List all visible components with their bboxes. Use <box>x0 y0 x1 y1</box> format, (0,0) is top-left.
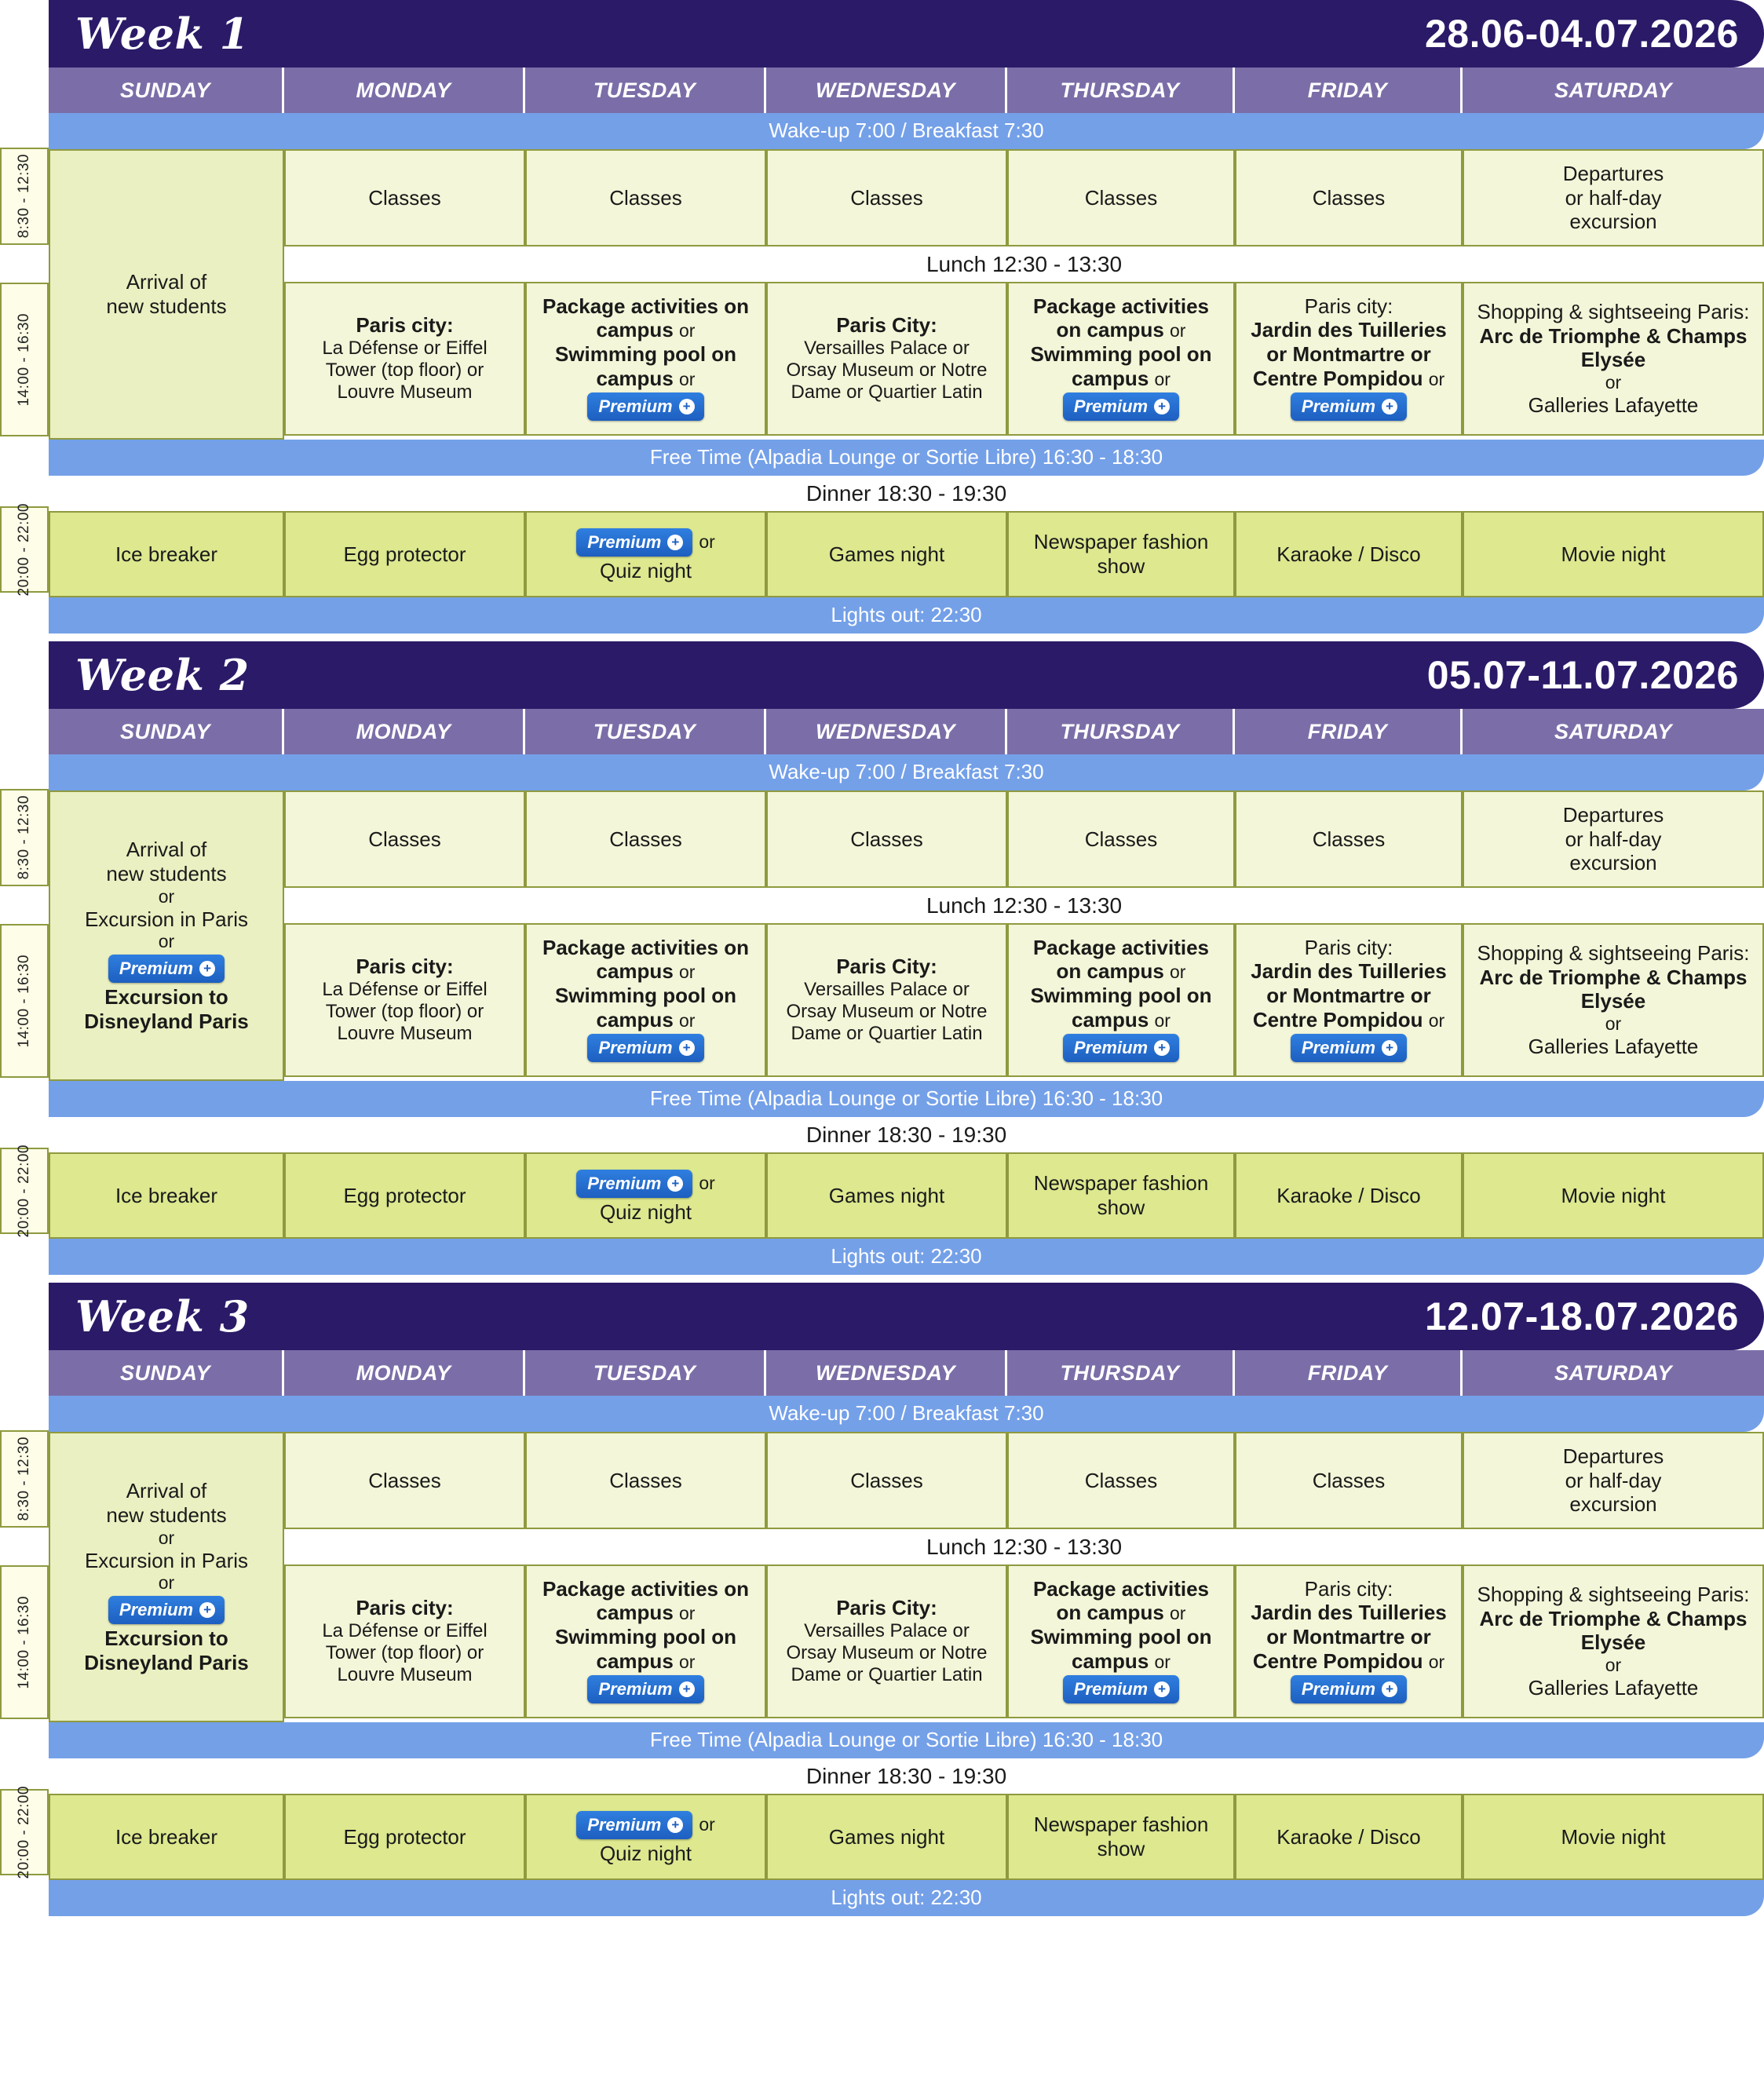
cell-monday-evening: Egg protector <box>284 511 525 597</box>
cell-sunday-arrival <box>49 1432 284 1722</box>
cell-wednesday-evening: Games night <box>766 1794 1007 1880</box>
saturday-afternoon-l3: Galleries Lafayette <box>1528 393 1699 418</box>
rail-morning: 8:30 - 12:30 <box>0 1430 49 1528</box>
cell-wednesday-evening: Games night <box>766 511 1007 597</box>
saturday-afternoon-l1: Shopping & sightseeing Paris: <box>1477 300 1750 324</box>
week-header <box>49 1283 1764 1350</box>
morning-row <box>284 1432 1764 1529</box>
cell-saturday-morning: Departures or half-day excursion <box>1463 790 1764 888</box>
days-header-row <box>49 1350 1764 1396</box>
premium-plus-icon: + <box>679 399 695 414</box>
arrival-excursion-paris: Excursion in Paris <box>84 907 249 931</box>
cell-friday-evening: Karaoke / Disco <box>1235 1152 1463 1239</box>
tuesday-afternoon-opt1: Package activities on campus or <box>542 935 750 984</box>
tuesday-afternoon-opt1: Package activities on campus or <box>542 1576 750 1625</box>
cell-friday-evening: Karaoke / Disco <box>1235 1794 1463 1880</box>
thursday-afternoon-opt1: Package activities on campus or <box>1032 294 1210 342</box>
cell-wednesday-afternoon <box>766 282 1007 436</box>
week-grid <box>49 641 1764 1275</box>
lights-out-banner: Lights out: 22:30 <box>49 597 1764 633</box>
cell-sunday-evening: Ice breaker <box>49 1152 284 1239</box>
cell-friday-afternoon <box>1235 1564 1463 1718</box>
cell-tuesday-evening: Premium + or Quiz night <box>525 1152 766 1239</box>
day-header-sunday: SUNDAY <box>49 709 284 754</box>
friday-afternoon-title: Paris city: <box>1304 294 1393 318</box>
thursday-afternoon-opt2: Swimming pool on campus or <box>1030 984 1212 1031</box>
rail-afternoon: 14:00 - 16:30 <box>0 283 49 436</box>
cell-thursday-morning: Classes <box>1007 149 1235 246</box>
wednesday-afternoon-title: Paris City: <box>836 955 937 979</box>
premium-label: Premium <box>598 1038 673 1058</box>
wakeup-banner: Wake-up 7:00 / Breakfast 7:30 <box>49 754 1764 790</box>
morning-and-afternoon-row <box>49 149 1764 440</box>
day-header-friday: FRIDAY <box>1235 68 1463 113</box>
monday-afternoon-title: Paris city: <box>356 313 454 338</box>
saturday-afternoon-or: or <box>1605 1655 1622 1676</box>
premium-label: Premium <box>1301 1679 1376 1700</box>
dinner-line: Dinner 18:30 - 19:30 <box>49 1758 1764 1794</box>
premium-label: Premium <box>1301 396 1376 417</box>
premium-badge-tuesday-evening[interactable] <box>576 528 692 557</box>
cell-friday-morning: Classes <box>1235 1432 1463 1529</box>
arrival-disneyland: Excursion to Disneyland Paris <box>84 985 249 1034</box>
cell-friday-morning: Classes <box>1235 149 1463 246</box>
rail-afternoon: 14:00 - 16:30 <box>0 924 49 1078</box>
arrival-line1: Arrival of new students <box>106 270 227 318</box>
cell-friday-morning: Classes <box>1235 790 1463 888</box>
morning-row <box>284 149 1764 246</box>
rail-evening: 20:00 - 22:00 <box>0 1789 49 1875</box>
cell-thursday-afternoon <box>1007 1564 1235 1718</box>
day-header-friday: FRIDAY <box>1235 1350 1463 1396</box>
week-title: Week 2 <box>75 650 250 700</box>
rail-evening: 20:00 - 22:00 <box>0 1148 49 1234</box>
morning-and-afternoon-row <box>49 790 1764 1081</box>
time-rail <box>0 1283 49 1879</box>
day-header-monday: MONDAY <box>284 68 525 113</box>
premium-plus-icon: + <box>1382 399 1397 414</box>
monday-afternoon-detail: La Défense or Eiffel Tower (top floor) or Louvre Museum <box>322 1619 488 1686</box>
tuesday-evening-label: Quiz night <box>599 1199 692 1224</box>
cell-monday-evening: Egg protector <box>284 1794 525 1880</box>
cell-thursday-afternoon <box>1007 923 1235 1077</box>
lights-out-banner: Lights out: 22:30 <box>49 1880 1764 1916</box>
premium-plus-icon: + <box>1154 1040 1170 1056</box>
cell-thursday-evening: Newspaper fashion show <box>1007 511 1235 597</box>
cell-wednesday-afternoon <box>766 923 1007 1077</box>
wednesday-afternoon-detail: Versailles Palace or Orsay Museum or Notre Dame or Quartier Latin <box>786 337 988 403</box>
thursday-afternoon-opt1: Package activities on campus or <box>1032 935 1210 984</box>
cell-tuesday-evening: Premium + or Quiz night <box>525 1794 766 1880</box>
cell-wednesday-morning: Classes <box>766 1432 1007 1529</box>
wednesday-afternoon-detail: Versailles Palace or Orsay Museum or Notre Dame or Quartier Latin <box>786 978 988 1045</box>
cell-wednesday-morning: Classes <box>766 149 1007 246</box>
premium-plus-icon: + <box>667 1817 683 1833</box>
thursday-afternoon-opt2: Swimming pool on campus or <box>1030 1625 1212 1673</box>
week-block <box>0 641 1764 1275</box>
time-rail <box>0 641 49 1238</box>
premium-label: Premium <box>598 396 673 417</box>
afternoon-row <box>284 1564 1764 1718</box>
morning-row <box>284 790 1764 888</box>
dinner-line: Dinner 18:30 - 19:30 <box>49 1117 1764 1152</box>
wednesday-afternoon-title: Paris City: <box>836 1596 937 1620</box>
day-header-tuesday: TUESDAY <box>525 1350 766 1396</box>
cell-thursday-evening: Newspaper fashion show <box>1007 1794 1235 1880</box>
premium-badge-tuesday-afternoon[interactable] <box>587 1675 703 1703</box>
week-dates: 28.06-04.07.2026 <box>1424 12 1739 56</box>
week-dates: 05.07-11.07.2026 <box>1426 653 1739 697</box>
day-header-monday: MONDAY <box>284 709 525 754</box>
premium-plus-icon: + <box>1382 1040 1397 1056</box>
cell-monday-afternoon <box>284 923 525 1077</box>
arrival-or2: or <box>158 1572 175 1594</box>
afternoon-row <box>284 282 1764 436</box>
day-header-wednesday: WEDNESDAY <box>766 68 1007 113</box>
cell-wednesday-evening: Games night <box>766 1152 1007 1239</box>
week-title: Week 3 <box>75 1291 250 1342</box>
week-dates: 12.07-18.07.2026 <box>1424 1294 1739 1338</box>
week-grid <box>49 0 1764 633</box>
premium-plus-icon: + <box>199 961 215 977</box>
cell-tuesday-evening: Premium + or Quiz night <box>525 511 766 597</box>
cell-saturday-morning: Departures or half-day excursion <box>1463 149 1764 246</box>
cell-monday-afternoon <box>284 282 525 436</box>
friday-afternoon-detail: Jardin des Tuilleries or Montmartre or Centre Pompidou or <box>1251 1601 1447 1673</box>
tuesday-evening-label: Quiz night <box>599 1841 692 1865</box>
day-header-tuesday: TUESDAY <box>525 68 766 113</box>
cell-monday-morning: Classes <box>284 1432 525 1529</box>
premium-badge-friday-afternoon[interactable] <box>1291 1034 1407 1062</box>
day-header-thursday: THURSDAY <box>1007 1350 1235 1396</box>
cell-thursday-morning: Classes <box>1007 790 1235 888</box>
day-header-wednesday: WEDNESDAY <box>766 1350 1007 1396</box>
cell-saturday-morning: Departures or half-day excursion <box>1463 1432 1764 1529</box>
freetime-banner: Free Time (Alpadia Lounge or Sortie Libre) 16:30 - 18:30 <box>49 1081 1764 1117</box>
premium-badge-sunday[interactable] <box>108 1596 225 1624</box>
friday-afternoon-title: Paris city: <box>1304 935 1393 959</box>
premium-label: Premium <box>119 958 194 979</box>
lights-out-banner: Lights out: 22:30 <box>49 1239 1764 1275</box>
premium-badge-friday-afternoon[interactable] <box>1291 392 1407 421</box>
cell-saturday-evening: Movie night <box>1463 1152 1764 1239</box>
time-rail <box>0 0 49 597</box>
cell-saturday-evening: Movie night <box>1463 511 1764 597</box>
cell-monday-morning: Classes <box>284 790 525 888</box>
cell-wednesday-afternoon <box>766 1564 1007 1718</box>
days-header-row <box>49 709 1764 754</box>
week-block <box>0 0 1764 633</box>
premium-plus-icon: + <box>679 1681 695 1697</box>
arrival-or1: or <box>158 885 175 907</box>
saturday-afternoon-or: or <box>1605 372 1622 393</box>
premium-plus-icon: + <box>1382 1681 1397 1697</box>
cell-tuesday-afternoon <box>525 282 766 436</box>
saturday-afternoon-l2: Arc de Triomphe & Champs Elysée <box>1479 965 1748 1013</box>
week-block <box>0 1283 1764 1916</box>
saturday-afternoon-l1: Shopping & sightseeing Paris: <box>1477 1583 1750 1607</box>
arrival-or1: or <box>158 1527 175 1548</box>
cell-saturday-afternoon <box>1463 1564 1764 1718</box>
rail-morning: 8:30 - 12:30 <box>0 789 49 886</box>
rail-morning: 8:30 - 12:30 <box>0 148 49 245</box>
cell-saturday-afternoon <box>1463 282 1764 436</box>
week-header <box>49 0 1764 68</box>
friday-afternoon-detail: Jardin des Tuilleries or Montmartre or Centre Pompidou or <box>1251 318 1447 390</box>
lunch-line: Lunch 12:30 - 13:30 <box>284 888 1764 923</box>
day-header-monday: MONDAY <box>284 1350 525 1396</box>
premium-label: Premium <box>119 1600 194 1620</box>
cell-tuesday-morning: Classes <box>525 149 766 246</box>
day-header-saturday: SATURDAY <box>1554 1361 1672 1385</box>
day-header-saturday: SATURDAY <box>1554 78 1672 102</box>
cell-monday-afternoon <box>284 1564 525 1718</box>
day-header-sunday: SUNDAY <box>49 1350 284 1396</box>
cell-friday-evening: Karaoke / Disco <box>1235 511 1463 597</box>
freetime-banner: Free Time (Alpadia Lounge or Sortie Libre) 16:30 - 18:30 <box>49 440 1764 476</box>
monday-afternoon-title: Paris city: <box>356 955 454 979</box>
premium-plus-icon: + <box>199 1602 215 1618</box>
cell-tuesday-morning: Classes <box>525 1432 766 1529</box>
lunch-line: Lunch 12:30 - 13:30 <box>284 246 1764 282</box>
evening-row <box>49 1152 1764 1239</box>
premium-label: Premium <box>598 1679 673 1700</box>
saturday-afternoon-or: or <box>1605 1013 1622 1035</box>
freetime-banner: Free Time (Alpadia Lounge or Sortie Libre) 16:30 - 18:30 <box>49 1722 1764 1758</box>
premium-plus-icon: + <box>667 1176 683 1192</box>
premium-plus-icon: + <box>1154 1681 1170 1697</box>
day-header-saturday: SATURDAY <box>1554 720 1672 743</box>
monday-afternoon-detail: La Défense or Eiffel Tower (top floor) or Louvre Museum <box>322 978 488 1045</box>
tuesday-afternoon-opt1: Package activities on campus or <box>542 294 750 342</box>
thursday-afternoon-opt2: Swimming pool on campus or <box>1030 342 1212 390</box>
wakeup-banner: Wake-up 7:00 / Breakfast 7:30 <box>49 113 1764 149</box>
premium-plus-icon: + <box>679 1040 695 1056</box>
premium-badge-thursday-afternoon[interactable] <box>1063 1034 1179 1062</box>
weekday-stack <box>284 149 1764 440</box>
day-header-friday: FRIDAY <box>1235 709 1463 754</box>
weekday-stack <box>284 1432 1764 1722</box>
cell-friday-afternoon <box>1235 282 1463 436</box>
arrival-excursion-paris: Excursion in Paris <box>84 1548 249 1572</box>
friday-afternoon-title: Paris city: <box>1304 1576 1393 1601</box>
cell-monday-evening: Egg protector <box>284 1152 525 1239</box>
cell-wednesday-morning: Classes <box>766 790 1007 888</box>
afternoon-row <box>284 923 1764 1077</box>
premium-plus-icon: + <box>667 535 683 550</box>
rail-evening: 20:00 - 22:00 <box>0 506 49 593</box>
arrival-line1: Arrival of new students <box>106 838 227 885</box>
cell-sunday-arrival <box>49 149 284 440</box>
tuesday-afternoon-opt2: Swimming pool on campus or <box>554 984 737 1031</box>
wakeup-banner: Wake-up 7:00 / Breakfast 7:30 <box>49 1396 1764 1432</box>
premium-label: Premium <box>587 1173 662 1193</box>
day-header-thursday: THURSDAY <box>1007 709 1235 754</box>
day-header-thursday: THURSDAY <box>1007 68 1235 113</box>
dinner-line: Dinner 18:30 - 19:30 <box>49 476 1764 511</box>
premium-badge-tuesday-evening[interactable] <box>576 1170 692 1198</box>
saturday-afternoon-l2: Arc de Triomphe & Champs Elysée <box>1479 1606 1748 1655</box>
premium-badge-thursday-afternoon[interactable] <box>1063 1675 1179 1703</box>
friday-afternoon-detail: Jardin des Tuilleries or Montmartre or Centre Pompidou or <box>1251 959 1447 1031</box>
tuesday-evening-label: Quiz night <box>599 558 692 582</box>
cell-thursday-morning: Classes <box>1007 1432 1235 1529</box>
cell-saturday-evening: Movie night <box>1463 1794 1764 1880</box>
saturday-afternoon-l3: Galleries Lafayette <box>1528 1035 1699 1059</box>
premium-badge-tuesday-afternoon[interactable] <box>587 1034 703 1062</box>
thursday-afternoon-opt1: Package activities on campus or <box>1032 1576 1210 1625</box>
cell-sunday-arrival <box>49 790 284 1081</box>
cell-thursday-afternoon <box>1007 282 1235 436</box>
days-header-row <box>49 68 1764 113</box>
day-header-sunday: SUNDAY <box>49 68 284 113</box>
premium-label: Premium <box>1073 396 1149 417</box>
premium-plus-icon: + <box>1154 399 1170 414</box>
week-title: Week 1 <box>75 9 250 59</box>
day-header-wednesday: WEDNESDAY <box>766 709 1007 754</box>
lunch-line: Lunch 12:30 - 13:30 <box>284 1529 1764 1564</box>
cell-tuesday-afternoon <box>525 923 766 1077</box>
evening-row <box>49 511 1764 597</box>
premium-label: Premium <box>587 531 662 552</box>
tuesday-afternoon-opt2: Swimming pool on campus or <box>554 1625 737 1673</box>
premium-badge-thursday-afternoon[interactable] <box>1063 392 1179 421</box>
premium-label: Premium <box>1073 1038 1149 1058</box>
rail-afternoon: 14:00 - 16:30 <box>0 1565 49 1719</box>
cell-tuesday-afternoon <box>525 1564 766 1718</box>
cell-monday-morning: Classes <box>284 149 525 246</box>
arrival-line1: Arrival of new students <box>106 1479 227 1527</box>
saturday-afternoon-l2: Arc de Triomphe & Champs Elysée <box>1479 323 1748 372</box>
evening-row <box>49 1794 1764 1880</box>
monday-afternoon-detail: La Défense or Eiffel Tower (top floor) or Louvre Museum <box>322 337 488 403</box>
premium-label: Premium <box>1301 1038 1376 1058</box>
cell-sunday-evening: Ice breaker <box>49 1794 284 1880</box>
premium-badge-friday-afternoon[interactable] <box>1291 1675 1407 1703</box>
cell-saturday-afternoon <box>1463 923 1764 1077</box>
day-header-tuesday: TUESDAY <box>525 709 766 754</box>
week-header <box>49 641 1764 709</box>
premium-label: Premium <box>587 1814 662 1835</box>
weekday-stack <box>284 790 1764 1081</box>
arrival-or2: or <box>158 931 175 952</box>
cell-tuesday-morning: Classes <box>525 790 766 888</box>
premium-badge-tuesday-afternoon[interactable] <box>587 392 703 421</box>
premium-badge-sunday[interactable] <box>108 955 225 983</box>
cell-thursday-evening: Newspaper fashion show <box>1007 1152 1235 1239</box>
saturday-afternoon-l3: Galleries Lafayette <box>1528 1676 1699 1700</box>
cell-sunday-evening: Ice breaker <box>49 511 284 597</box>
premium-badge-tuesday-evening[interactable] <box>576 1811 692 1839</box>
premium-label: Premium <box>1073 1679 1149 1700</box>
wednesday-afternoon-title: Paris City: <box>836 313 937 338</box>
morning-and-afternoon-row <box>49 1432 1764 1722</box>
wednesday-afternoon-detail: Versailles Palace or Orsay Museum or Notre Dame or Quartier Latin <box>786 1619 988 1686</box>
tuesday-afternoon-opt2: Swimming pool on campus or <box>554 342 737 390</box>
monday-afternoon-title: Paris city: <box>356 1596 454 1620</box>
cell-friday-afternoon <box>1235 923 1463 1077</box>
week-grid <box>49 1283 1764 1916</box>
arrival-disneyland: Excursion to Disneyland Paris <box>84 1627 249 1675</box>
saturday-afternoon-l1: Shopping & sightseeing Paris: <box>1477 941 1750 966</box>
